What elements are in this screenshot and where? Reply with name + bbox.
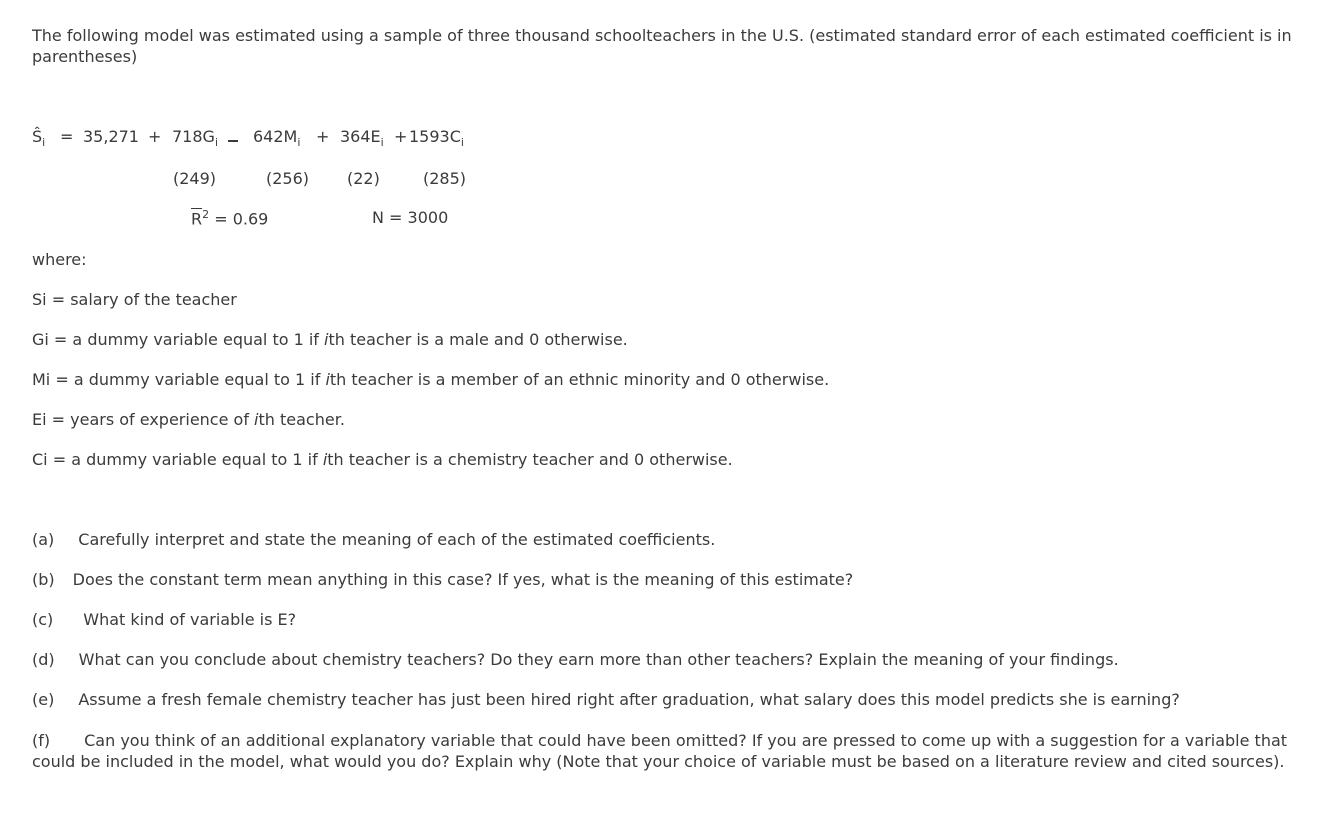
question-label: (d): [32, 650, 55, 669]
where-label: where:: [32, 250, 87, 269]
equation-e-term: $364E_i$: [340, 127, 384, 150]
question-label: (a): [32, 530, 55, 549]
equation-minus: [228, 130, 238, 149]
equation-g-term: $718G_i$: [172, 127, 218, 150]
question-label: (b): [32, 570, 55, 589]
question-label: (c): [32, 610, 54, 629]
definition-g: Gi = a dummy variable equal to 1 if ith teacher is a male and 0 otherwise.: [32, 330, 628, 349]
equation-lhs: $Ŝ_i$: [32, 127, 46, 150]
std-error-e: (22): [347, 169, 380, 188]
std-error-m: (256): [266, 169, 310, 188]
question-d: (d) What can you conclude about chemistry teachers? Do they earn more than other teachers? Explain the meaning of your findings.: [32, 650, 1119, 669]
equation-constant: 35,271: [83, 127, 139, 146]
question-label: (f): [32, 731, 51, 750]
sample-size: N = 3000: [372, 208, 449, 227]
question-f: (f) Can you think of an additional explanatory variable that could have been omitted? If you are pressed to come up with a suggestion for a variable that could be included in the model, what would you do? Explain why (Note that your choice of variable must be based on a literature review and cited sources).: [32, 731, 1288, 771]
definition-m: Mi = a dummy variable equal to 1 if ith teacher is a member of an ethnic minority and 0 otherwise.: [32, 370, 830, 389]
equation-m-term: $642M_i$: [253, 127, 301, 150]
definition-e: Ei = years of experience of ith teacher.: [32, 410, 345, 429]
question-label: (e): [32, 690, 55, 709]
definition-c: Ci = a dummy variable equal to 1 if ith teacher is a chemistry teacher and 0 otherwise.: [32, 450, 733, 469]
std-error-c: (285): [423, 169, 467, 188]
equation-plus-3: +: [394, 127, 408, 146]
equation-plus-2: +: [316, 127, 330, 146]
question-c: (c) What kind of variable is E?: [32, 610, 297, 629]
std-error-g: (249): [173, 169, 217, 188]
equation-plus-1: +: [148, 127, 162, 146]
question-b: (b) Does the constant term mean anything in this case? If yes, what is the meaning of this estimate?: [32, 570, 854, 589]
adjusted-r-squared: $\overline{R}^2 = 0.69$: [191, 208, 269, 229]
question-a: (a) Carefully interpret and state the meaning of each of the estimated coefficients.: [32, 530, 716, 549]
equation-equals: =: [60, 127, 74, 146]
intro-paragraph: The following model was estimated using a sample of three thousand schoolteachers in the U.S. (estimated standard error of each estimated coefficient is in parentheses): [32, 26, 1292, 66]
equation-c-term: $1593C_i$: [409, 127, 464, 150]
question-e: (e) Assume a fresh female chemistry teacher has just been hired right after graduation, what salary does this model predicts she is earning?: [32, 690, 1180, 709]
definition-s: Si = salary of the teacher: [32, 290, 237, 309]
